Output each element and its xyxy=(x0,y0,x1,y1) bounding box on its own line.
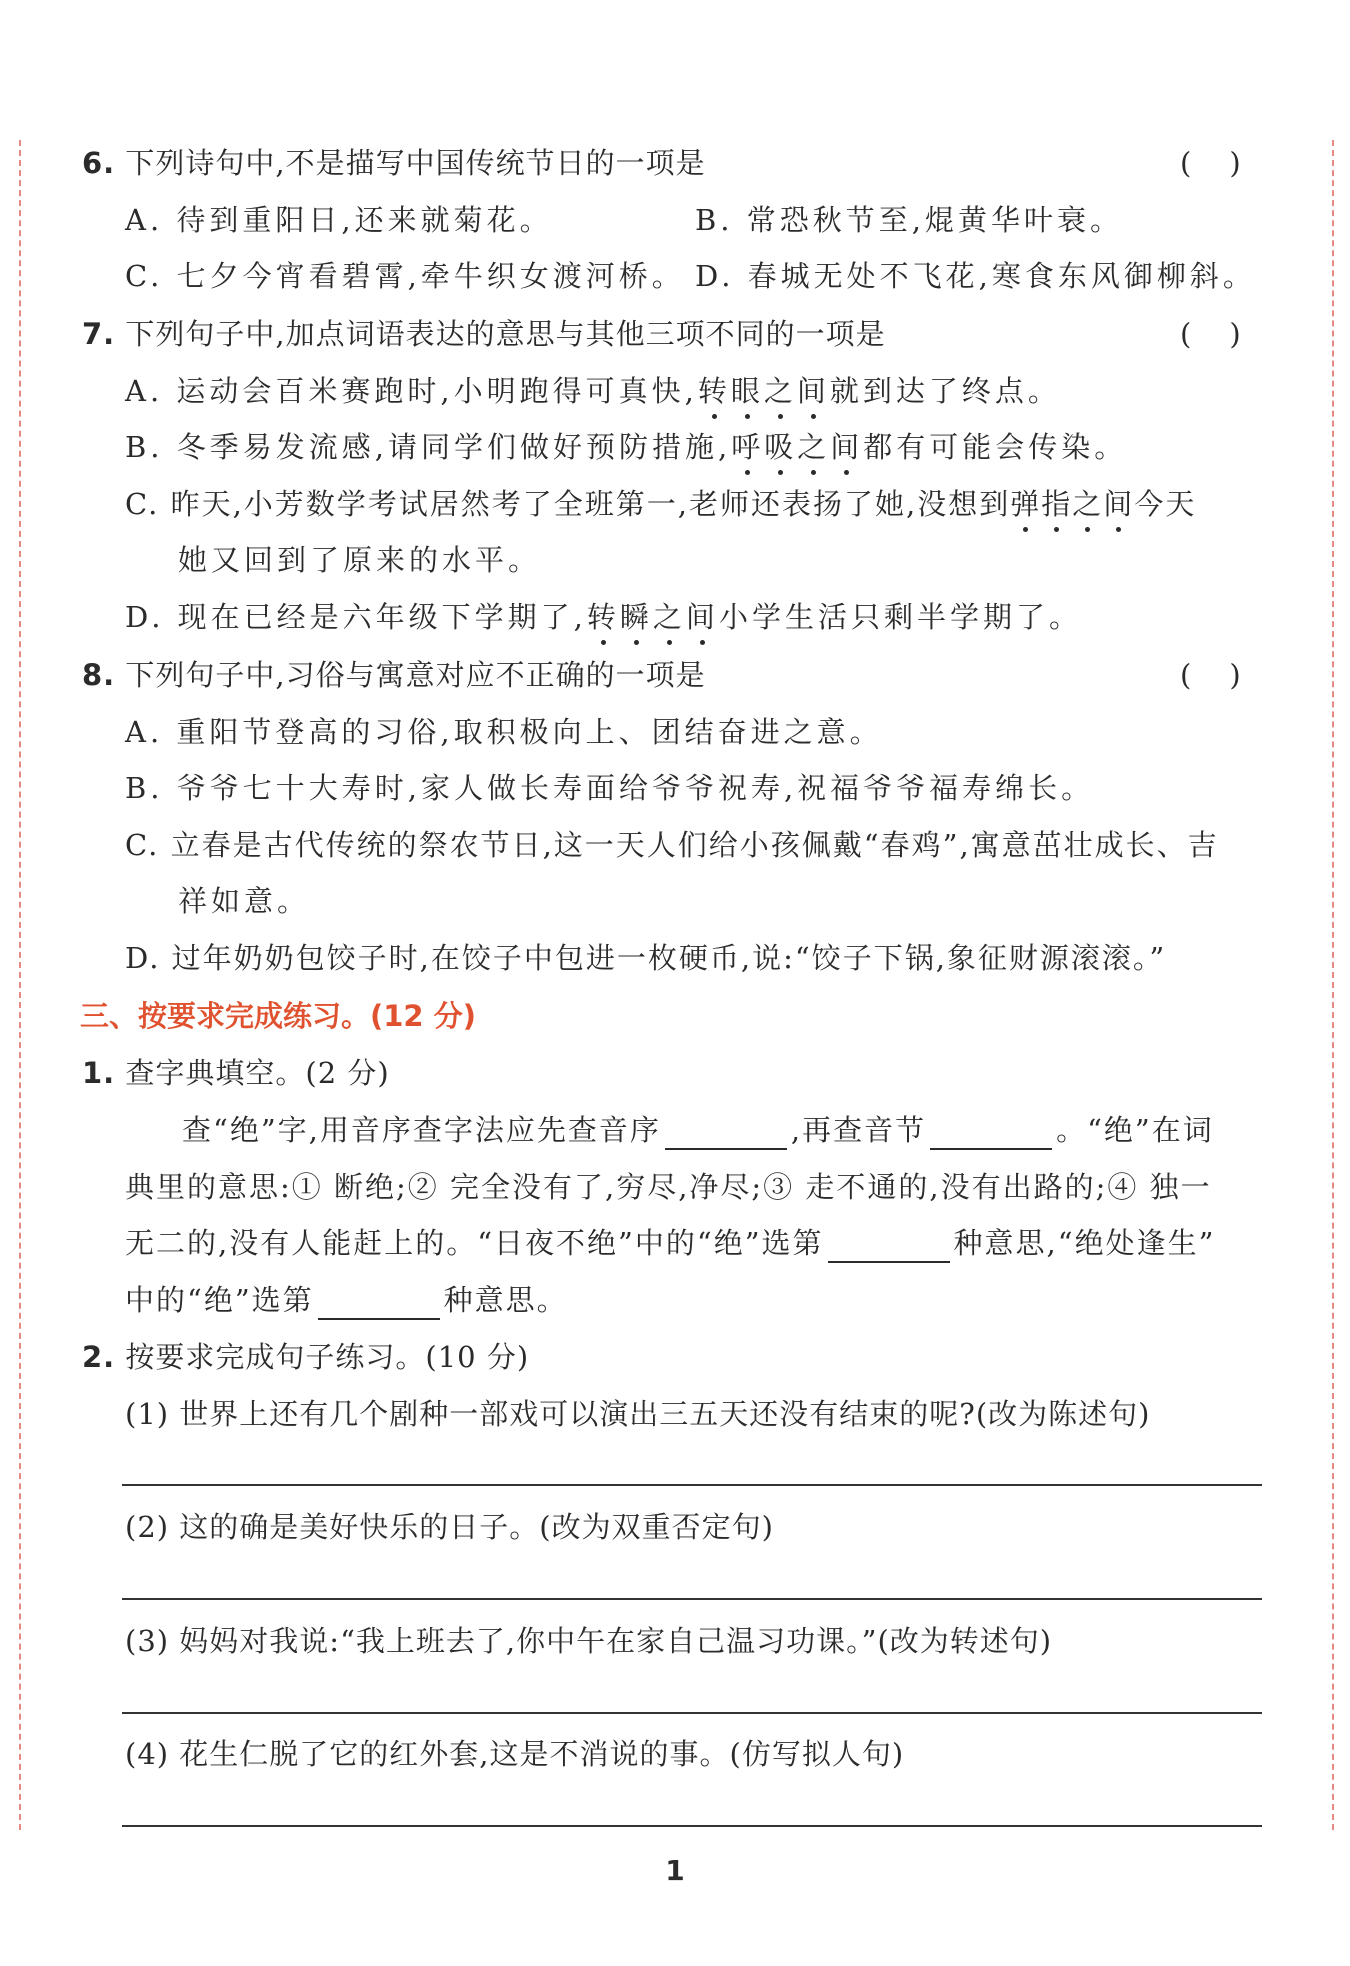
p1-line4-text-b: 种意思。 xyxy=(443,1283,568,1317)
q7-a-text-before: A. 运动会百米赛跑时,小明跑得可真快, xyxy=(125,374,698,408)
q8-option-c-line1: C. 立春是古代传统的祭农节日,这一天人们给小孩佩戴“春鸡”,寓意茁壮成长、吉 xyxy=(125,828,1219,862)
p2-sentence-2: (2) 这的确是美好快乐的日子。(改为双重否定句) xyxy=(125,1510,774,1544)
q7-option-d xyxy=(125,597,1082,637)
q7-a-dotted-char: 转 xyxy=(698,371,731,411)
q7-stem-text: 下列句子中,加点词语表达的意思与其他三项不同的一项是 xyxy=(125,317,886,351)
q7-d-dotted-char: 间 xyxy=(686,597,719,637)
q7-c-dotted-char: 之 xyxy=(1072,484,1103,524)
q7-a-dotted-char: 间 xyxy=(797,371,830,411)
q6-option-d: D. 春城无处不飞花,寒食东风御柳斜。 xyxy=(695,259,1256,293)
blank-yinxu[interactable] xyxy=(665,1118,787,1150)
p1-line4-text-a: 中的“绝”选第 xyxy=(125,1283,314,1317)
p1-line1-text-a: 查“绝”字,用音序查字法应先查音序 xyxy=(182,1113,661,1147)
q7-option-c-line2: 她又回到了原来的水平。 xyxy=(178,543,542,577)
q7-c-dotted-char: 间 xyxy=(1103,484,1134,524)
q8-option-a: A. 重阳节登高的习俗,取积极向上、团结奋进之意。 xyxy=(125,715,883,749)
p1-line1 xyxy=(182,1110,1214,1150)
q8-number: 8. xyxy=(82,658,116,692)
p2-number: 2. xyxy=(82,1340,116,1374)
q6-option-c: C. 七夕今宵看碧霄,牵牛织女渡河桥。 xyxy=(125,259,685,293)
q7-b-text-before: B. 冬季易发流感,请同学们做好预防措施, xyxy=(125,430,732,464)
q6-stem xyxy=(82,143,706,183)
q8-stem-text: 下列句子中,习俗与寓意对应不正确的一项是 xyxy=(125,658,706,692)
q8-option-b: B. 爷爷七十大寿时,家人做长寿面给爷爷祝寿,祝福爷爷福寿绵长。 xyxy=(125,771,1095,805)
p2-sentence-3: (3) 妈妈对我说:“我上班去了,你中午在家自己温习功课。”(改为转述句) xyxy=(125,1624,1053,1658)
answer-line-3[interactable] xyxy=(122,1712,1262,1714)
p2-title-text: 按要求完成句子练习。(10 分) xyxy=(125,1340,530,1374)
q6-option-a: A. 待到重阳日,还来就菊花。 xyxy=(125,203,553,237)
q6-number: 6. xyxy=(82,146,116,180)
q7-b-dotted-char: 之 xyxy=(797,427,830,467)
q7-a-dotted-char: 眼 xyxy=(731,371,764,411)
q7-b-dotted-char: 吸 xyxy=(764,427,797,467)
answer-line-1[interactable] xyxy=(122,1484,1262,1486)
q7-option-a xyxy=(125,371,1061,411)
p2-sentence-4: (4) 花生仁脱了它的红外套,这是不消说的事。(仿写拟人句) xyxy=(125,1737,905,1771)
q8-answer-parens[interactable]: () xyxy=(1180,658,1279,692)
q7-c-text-before: C. 昨天,小芳数学考试居然考了全班第一,老师还表扬了她,没想到 xyxy=(125,487,1011,521)
q7-d-text-after: 小学生活只剩半学期了。 xyxy=(718,600,1082,634)
answer-line-2[interactable] xyxy=(122,1598,1262,1600)
q7-c-dotted-char: 指 xyxy=(1041,484,1072,524)
q7-option-b xyxy=(125,427,1127,467)
blank-meaning-1[interactable] xyxy=(828,1231,950,1263)
q6-option-b: B. 常恐秋节至,焜黄华叶衰。 xyxy=(695,203,1123,237)
q8-stem xyxy=(82,655,706,695)
p1-line3-text-b: 种意思,“绝处逢生” xyxy=(953,1226,1216,1260)
p1-line2: 典里的意思:① 断绝;② 完全没有了,穷尽,净尽;③ 走不通的,没有出路的;④ 独一 xyxy=(125,1170,1212,1204)
p1-line1-text-c: 。“绝”在词 xyxy=(1056,1113,1214,1147)
answer-line-4[interactable] xyxy=(122,1825,1262,1827)
q7-d-dotted-char: 之 xyxy=(653,597,686,637)
blank-meaning-2[interactable] xyxy=(318,1288,440,1320)
q7-b-text-after: 都有可能会传染。 xyxy=(863,430,1128,464)
q7-c-dotted-char: 弹 xyxy=(1010,484,1041,524)
q7-number: 7. xyxy=(82,317,116,351)
q7-d-dotted-char: 转 xyxy=(587,597,620,637)
q7-a-dotted-char: 之 xyxy=(764,371,797,411)
p1-title xyxy=(82,1053,390,1093)
q7-a-text-after: 就到达了终点。 xyxy=(829,374,1061,408)
p1-number: 1. xyxy=(82,1056,116,1090)
p1-line4 xyxy=(125,1280,568,1320)
q7-b-dotted-char: 呼 xyxy=(731,427,764,467)
q8-option-c-line2: 祥如意。 xyxy=(178,884,311,918)
q7-c-text-after: 今天 xyxy=(1134,487,1197,521)
p1-title-text: 查字典填空。(2 分) xyxy=(125,1056,390,1090)
left-margin-dashed-line xyxy=(19,140,21,1830)
q6-answer-parens[interactable]: () xyxy=(1180,146,1279,180)
right-margin-dashed-line xyxy=(1332,140,1334,1830)
q6-stem-text: 下列诗句中,不是描写中国传统节日的一项是 xyxy=(125,146,706,180)
q7-d-text-before: D. 现在已经是六年级下学期了, xyxy=(125,600,587,634)
q7-b-dotted-char: 间 xyxy=(830,427,863,467)
p2-title xyxy=(82,1337,529,1377)
q8-option-d: D. 过年奶奶包饺子时,在饺子中包进一枚硬币,说:“饺子下锅,象征财源滚滚。” xyxy=(125,941,1167,975)
section-3-heading: 三、按要求完成练习。(12 分) xyxy=(80,999,476,1033)
blank-yinjie[interactable] xyxy=(930,1118,1052,1150)
p2-sentence-1: (1) 世界上还有几个剧种一部戏可以演出三五天还没有结束的呢?(改为陈述句) xyxy=(125,1397,1151,1431)
p1-line1-text-b: ,再查音节 xyxy=(790,1113,927,1147)
p1-line3 xyxy=(125,1223,1215,1263)
q7-answer-parens[interactable]: () xyxy=(1180,317,1279,351)
p1-line3-text-a: 无二的,没有人能赶上的。“日夜不绝”中的“绝”选第 xyxy=(125,1226,824,1260)
q7-option-c-line1 xyxy=(125,484,1196,524)
q7-d-dotted-char: 瞬 xyxy=(620,597,653,637)
page-number: 1 xyxy=(665,1854,685,1887)
q7-stem xyxy=(82,314,886,354)
